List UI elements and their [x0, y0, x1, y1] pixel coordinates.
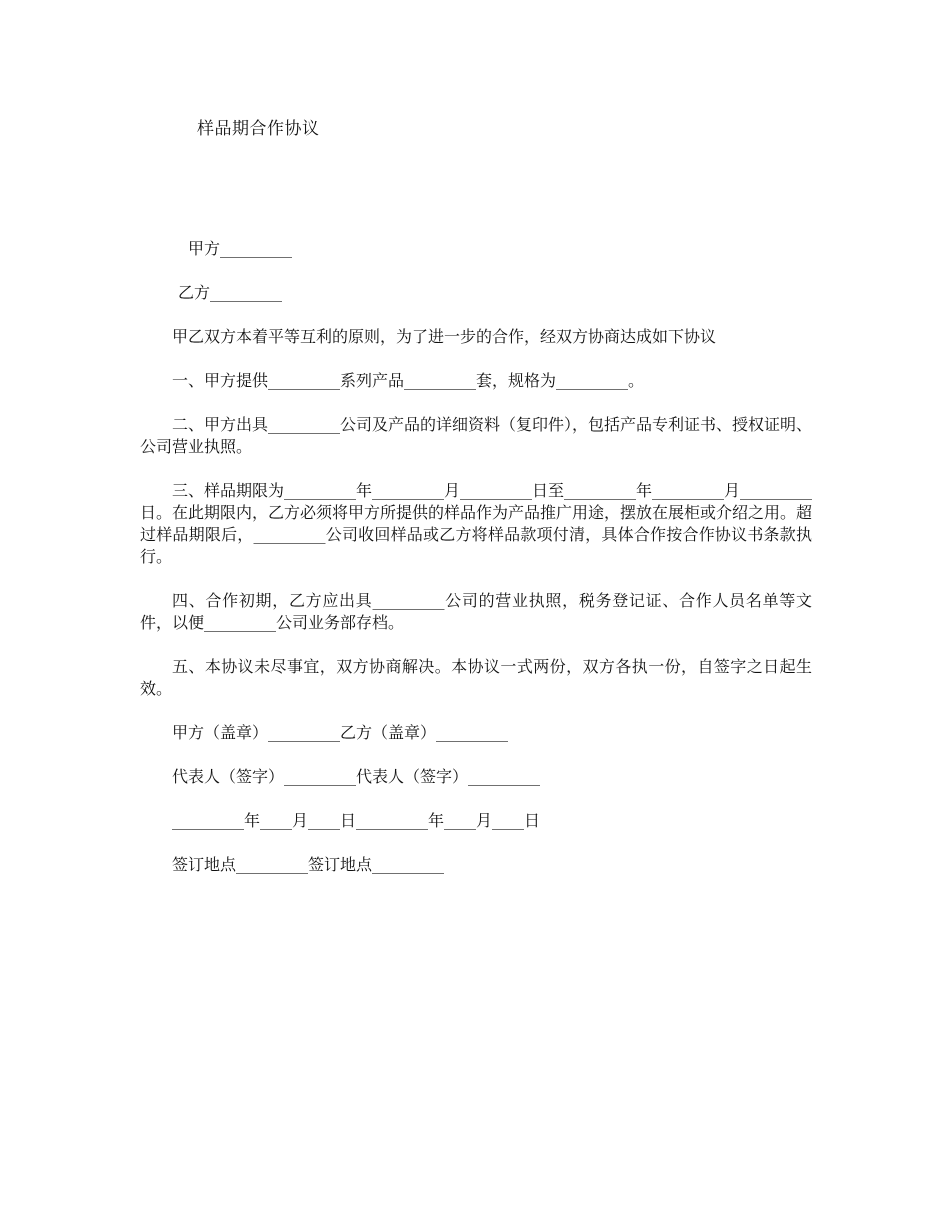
- party-a-line: 甲方_________: [188, 239, 293, 258]
- document-body: [140, 238, 812, 876]
- clause-1-paragraph: 一、甲方提供_________系列产品_________套，规格为_________。: [172, 371, 645, 390]
- intro-paragraph: 甲乙双方本着平等互利的原则，为了进一步的合作，经双方协商达成如下协议: [172, 327, 717, 346]
- signing-place-line: 签订地点_________签订地点_________: [172, 855, 445, 874]
- clause-5-paragraph: 五、本协议未尽事宜，双方协商解决。本协议一式两份，双方各执一份，自签字之日起生效。: [140, 657, 812, 698]
- date-line: _________年____月____日_________年____月____日: [172, 811, 541, 830]
- representative-signature-line: 代表人（签字）_________代表人（签字）_________: [172, 767, 541, 786]
- clause-2-paragraph: 二、甲方出具_________公司及产品的详细资料（复印件），包括产品专利证书、授权证明、公司营业执照。: [140, 415, 813, 456]
- party-b-line: 乙方_________: [178, 283, 283, 302]
- clause-4-paragraph: 四、合作初期，乙方应出具_________公司的营业执照，税务登记证、合作人员名单等文件，以便_________公司业务部存档。: [140, 591, 812, 632]
- document-title: 样品期合作协议: [197, 119, 320, 139]
- clause-3-paragraph: 三、样品期限为_________年_________月_________日至_________年_________月_________日。在此期限内，乙方必须将甲方所提供的样品作为产品推广用途，摆放在展柜或介绍之用。超过样品期限后，_________公司收回样品或乙方将样品款项付清，具体合作按合作协议书条款执行。: [140, 481, 813, 566]
- seal-line: 甲方（盖章）_________乙方（盖章）_________: [172, 723, 509, 742]
